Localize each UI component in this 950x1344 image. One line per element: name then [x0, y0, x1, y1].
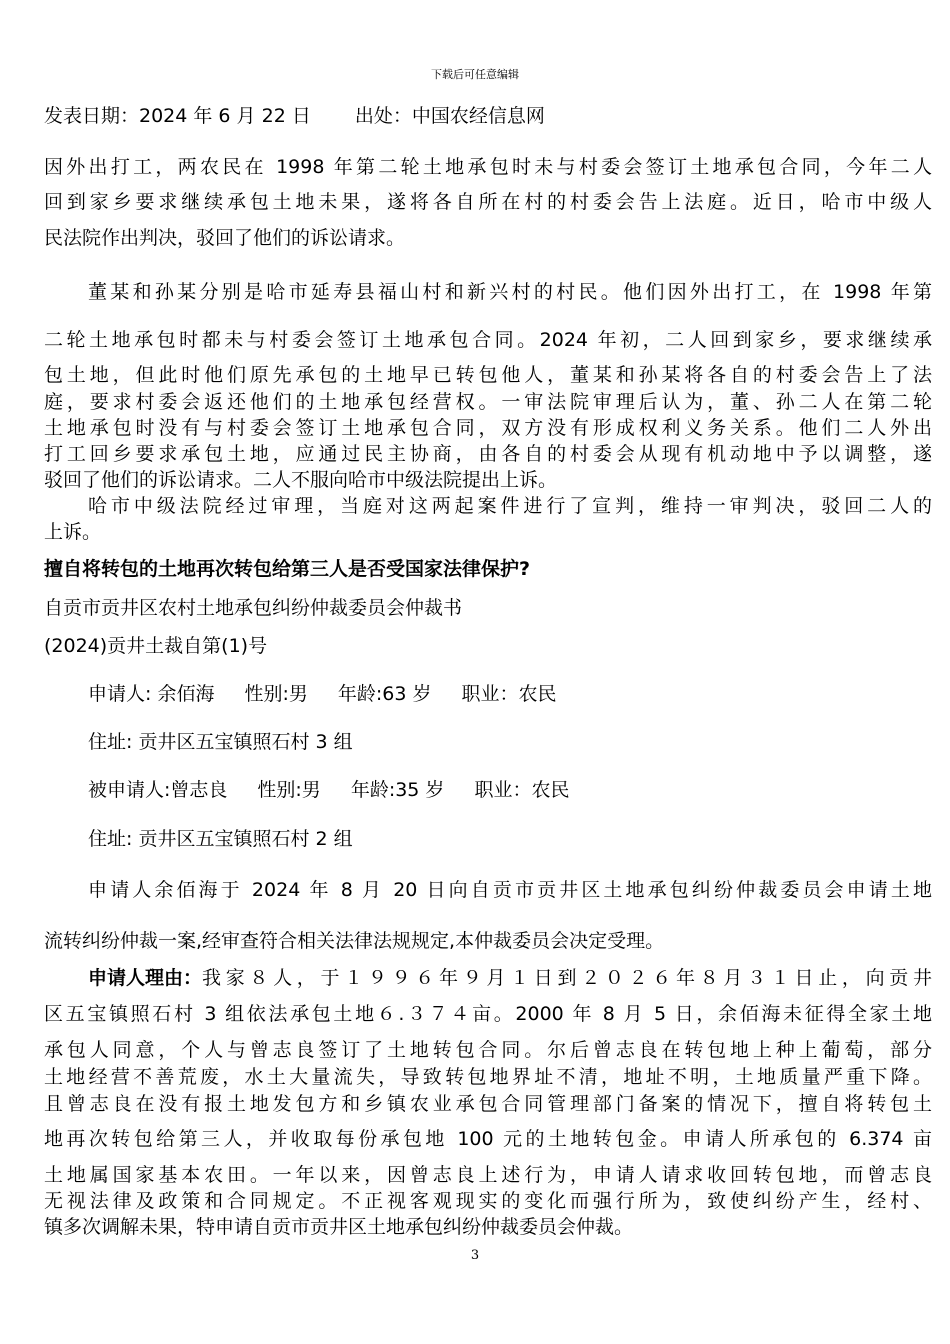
case1-line-7: 驳回了他们的诉讼请求。二人不服向哈市中级法院提出上诉。 [44, 469, 558, 491]
respondent-gender: 性别:男 [257, 779, 321, 801]
reason-line-7: 土地属国家基本农田。一年以来，因曾志良上述行为，申请人请求收回转包地，而曾志良 [44, 1164, 932, 1186]
case1-line-6: 打工回乡要求承包土地，应通过民主协商，由各自的村委会从现有机动地中予以调整，遂 [44, 443, 932, 465]
case1-line-4: 庭，要求村委会返还他们的土地承包经营权。一审法院审理后认为，董、孙二人在第二轮 [44, 391, 932, 413]
section-title: 擅自将转包的土地再次转包给第三人是否受国家法律保护? [44, 558, 531, 580]
document-title: 自贡市贡井区农村土地承包纠纷仲裁委员会仲裁书 [44, 597, 463, 619]
intro-line-1: 因外出打工，两农民在 1998 年第二轮土地承包时未与村委会签订土地承包合同，今年二人 [44, 156, 932, 178]
intro-line-2: 回到家乡要求继续承包土地未果，遂将各自所在村的村委会告上法庭。近日，哈市中级人 [44, 191, 932, 213]
reason-line-8: 无视法律及政策和合同规定。不正视客观现实的变化而强行所为，致使纠纷产生，经村、 [44, 1190, 932, 1212]
respondent-name: 被申请人:曾志良 [88, 779, 228, 801]
filing-line-2: 流转纠纷仲裁一案,经审查符合相关法律法规规定,本仲裁委员会决定受理。 [44, 930, 665, 952]
respondent-info [88, 778, 569, 802]
reason-line-5: 且曾志良在没有报土地发包方和乡镇农业承包合同管理部门备案的情况下，擅自将转包土 [44, 1093, 932, 1115]
applicant-name: 申请人: 余佰海 [88, 683, 215, 705]
applicant-info [88, 682, 557, 706]
reason-line-2: 区五宝镇照石村 3 组依法承包土地６.３７４亩。2000 年 8 月 5 日，余佰海未征得全家土地 [44, 1003, 932, 1025]
reason-label: 申请人理由： [88, 967, 203, 989]
reason-line-9: 镇多次调解未果，特申请自贡市贡井区土地承包纠纷仲裁委员会仲裁。 [44, 1216, 634, 1238]
case1-line-2: 二轮土地承包时都未与村委会签订土地承包合同。2024 年初，二人回到家乡，要求继续承 [44, 329, 932, 351]
page-header: 下载后可任意编辑 [431, 68, 519, 81]
applicant-gender: 性别:男 [244, 683, 308, 705]
reason-line-1-text: 我家８人，于１９９６年９月１日到２０２６年８月３１日止，向贡井 [202, 967, 932, 989]
respondent-job: 职业：农民 [474, 779, 570, 801]
case1-line-5: 土地承包时没有与村委会签订土地承包合同，双方没有形成权利义务关系。他们二人外出 [44, 417, 932, 439]
publish-source: 出处：中国农经信息网 [354, 105, 545, 127]
case1-result-line-1: 哈市中级法院经过审理，当庭对这两起案件进行了宣判，维持一审判决，驳回二人的 [88, 495, 932, 517]
respondent-age: 年龄:35 岁 [350, 779, 445, 801]
case1-result-line-2: 上诉。 [44, 521, 102, 543]
reason-line-1 [88, 966, 932, 990]
intro-line-3: 民法院作出判决，驳回了他们的诉讼请求。 [44, 227, 406, 249]
reason-line-3: 承包人同意，个人与曾志良签订了土地转包合同。尔后曾志良在转包地上种上葡萄，部分 [44, 1039, 932, 1061]
page-number: 3 [470, 1248, 480, 1263]
applicant-age: 年龄:63 岁 [337, 683, 432, 705]
respondent-address: 住址: 贡井区五宝镇照石村 2 组 [88, 828, 353, 850]
publish-meta [44, 104, 545, 128]
document-number: (2024)贡井土裁自第(1)号 [44, 635, 268, 657]
applicant-job: 职业：农民 [461, 683, 557, 705]
publish-date: 发表日期：2024 年 6 月 22 日 [44, 105, 311, 127]
case1-line-1: 董某和孙某分别是哈市延寿县福山村和新兴村的村民。他们因外出打工，在 1998 年第 [88, 281, 932, 303]
reason-line-6: 地再次转包给第三人，并收取每份承包地 100 元的土地转包金。申请人所承包的 6.374 亩 [44, 1128, 932, 1150]
case1-line-3: 包土地，但此时他们原先承包的土地早已转包他人，董某和孙某将各自的村委会告上了法 [44, 364, 932, 386]
filing-line-1: 申请人余佰海于 2024 年 8 月 20 日向自贡市贡井区土地承包纠纷仲裁委员会申请土地 [88, 879, 932, 901]
applicant-address: 住址: 贡井区五宝镇照石村 3 组 [88, 731, 353, 753]
reason-line-4: 土地经营不善荒废，水土大量流失，导致转包地界址不清，地址不明，土地质量严重下降。 [44, 1066, 932, 1088]
